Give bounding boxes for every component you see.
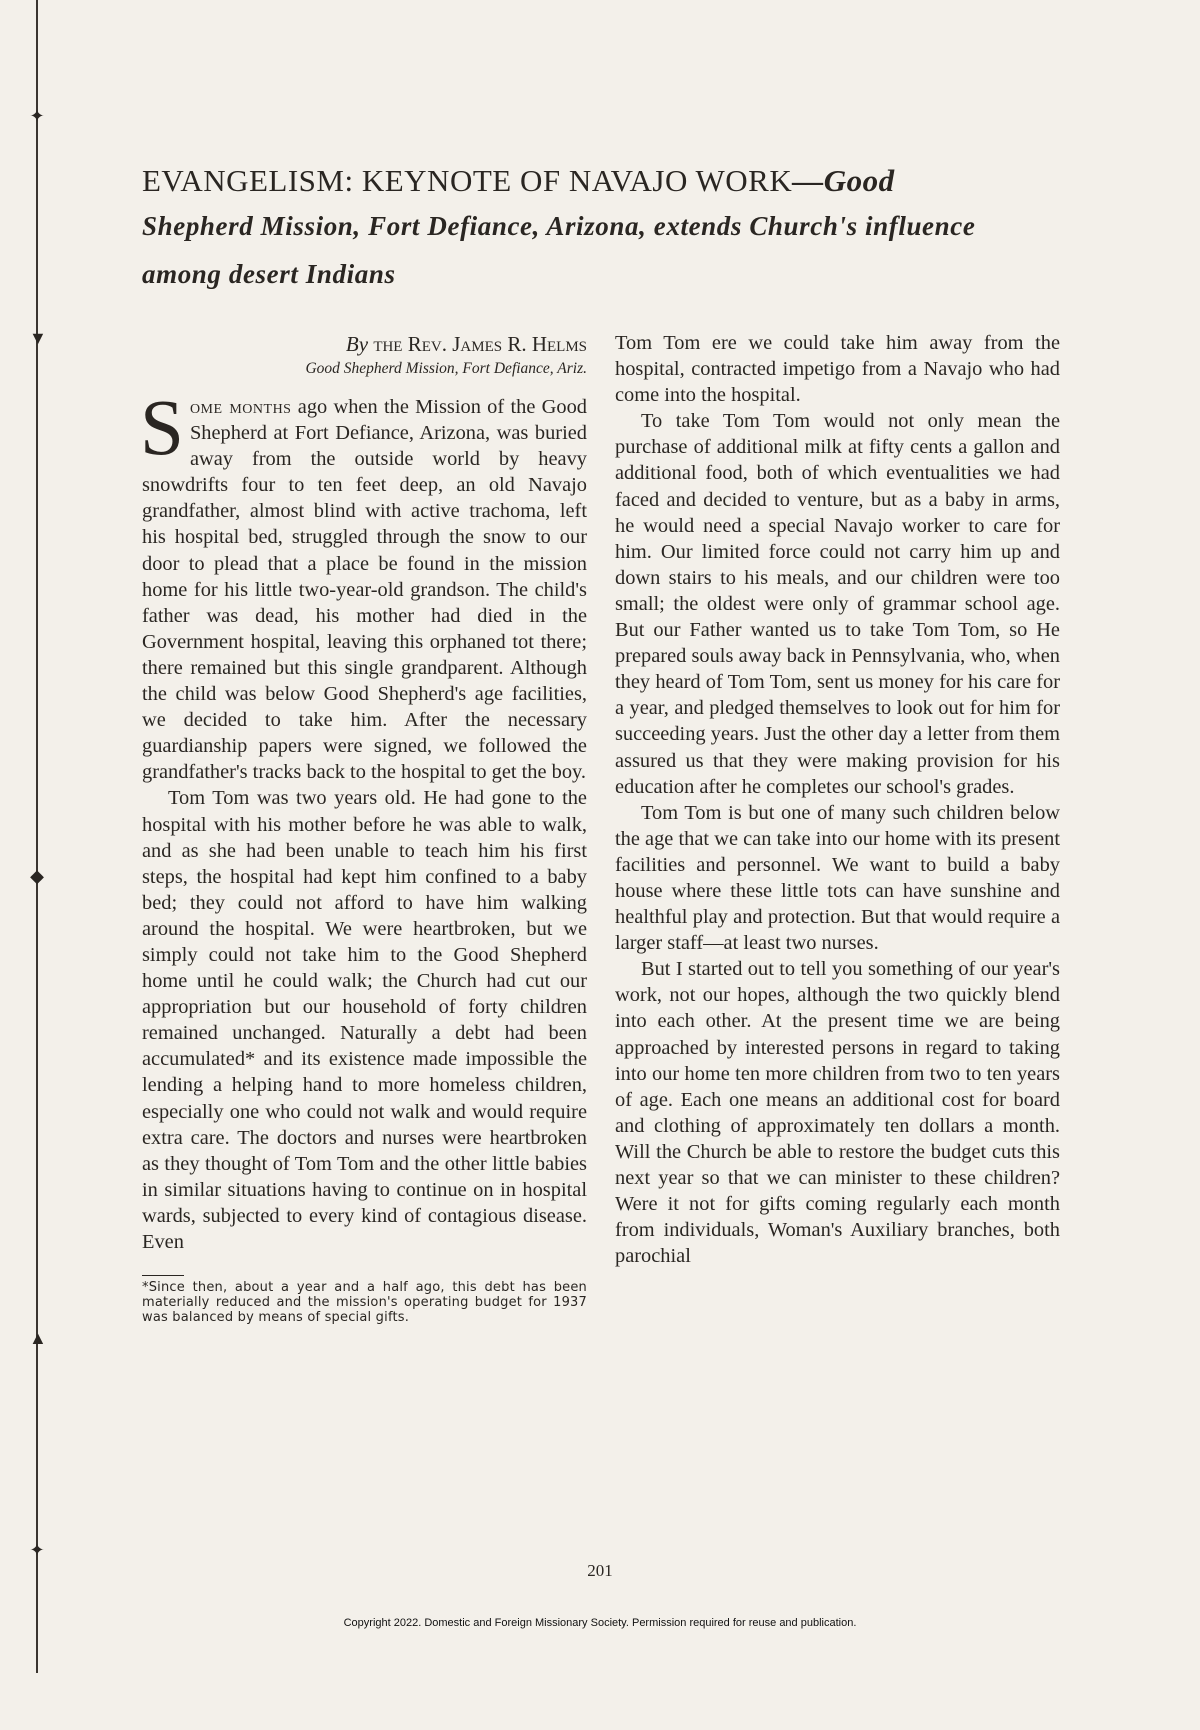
- page-number: 201: [587, 1561, 613, 1580]
- paragraph-3: To take Tom Tom would not only mean the purchase of additional milk at fifty cents a gallon and additional food, both of which eventualities we had faced and decided to venture, but as a baby in arms, he would need a special Navajo worker to care for him. Our limited force could not carry him up and down stairs to his meals, and our children were too small; the oldest were only of grammar school age. But our Father wanted us to take Tom Tom, so He prepared souls away back in Pennsylvania, who, when they heard of Tom Tom, sent us money for his care for a year, and pledged themselves to look out for him for succeeding years. Just the other day a letter from them assured us that they were making provision for his education after he completes our school's grades.: [615, 410, 1060, 798]
- footnote: *Since then, about a year and a half ago, this debt has been materially reduced and the mission's operating budget for 1937 was balanced by means of special gifts.: [142, 1280, 587, 1326]
- footnote-rule: [142, 1275, 184, 1276]
- paragraph-1: Some months ago when the Mission of the Good Shepherd at Fort Defiance, Arizona, was buried away from the outside world by heavy snowdrifts four to ten feet deep, an old Navajo grandfather, almost blind with active trachoma, left his hospital bed, struggled through the snow to our door to plead that a place be found in the mission home for his little two-year-old grandson. The child's father was dead, his mother had died in the Government hospital, leaving this orphaned tot there; there remained but this single grandparent. Although the child was below Good Shepherd's age facilities, we decided to take him. After the necessary guardianship papers were signed, we followed the grandfather's tracks back to the hospital to get the boy.: [140, 385, 587, 784]
- paragraph-5: But I started out to tell you something of our year's work, not our hopes, although the two quickly blend into each other. At the present time we are being approached by interested persons in regard to taking into our home ten more children from two to ten years of age. Each one means an additional cost for board and clothing of approximately ten dollars a month. Will the Church be able to restore the budget cuts this next year so that we can minister to these children? Were it not for gifts coming regularly each month from individuals, Woman's Auxiliary branches, both parochial: [615, 958, 1060, 1268]
- right-column: [615, 330, 1060, 1269]
- paragraph-4: Tom Tom is but one of many such children below the age that we can take into our home with its present facilities and personnel. We want to build a baby house where these little tots can have sunshine and healthful play and protection. But that would require a larger staff—at least two nurses.: [615, 801, 1060, 955]
- article-subtitle: Shepherd Mission, Fort Defiance, Arizona, extends Church's influence among desert Indians: [142, 211, 976, 289]
- drop-cap: S: [140, 385, 184, 472]
- author-affiliation: Good Shepherd Mission, Fort Defiance, Ariz.: [305, 360, 587, 377]
- binding-mark: ▼: [29, 328, 47, 348]
- binding-mark: ✦: [29, 106, 45, 126]
- binding-mark: ▲: [29, 1328, 47, 1348]
- binding-mark: ✦: [29, 1540, 45, 1560]
- left-column: [142, 330, 587, 1325]
- article-columns: [142, 330, 1062, 1730]
- binding-edge: [36, 0, 38, 1673]
- binding-mark: ◆: [30, 866, 44, 886]
- copyright-notice: Copyright 2022. Domestic and Foreign Missionary Society. Permission required for reuse and publication.: [343, 1617, 857, 1629]
- paragraph-2: Tom Tom was two years old. He had gone to the hospital with his mother before he was able to walk, and as she had been unable to teach him his first steps, the hospital had kept him confined to a baby bed; they could not afford to have him walking around the hospital. We were heartbroken, but we simply could not take him to the Good Shepherd home until he could walk; the Church had cut our appropriation but our household of forty children remained unchanged. Naturally a debt had been accumulated* and its existence made impossible the lending a helping hand to more homeless children, especially one who could not walk and would require extra care. The doctors and nurses were heartbroken as they thought of Tom Tom and the other little babies in similar situations having to continue on in hospital wards, subjected to every kind of contagious disease. Even: [142, 787, 587, 1253]
- article-page: [140, 160, 1062, 1326]
- lead-in: ome months: [189, 396, 292, 418]
- paragraph-2-continued: Tom Tom ere we could take him away from the hospital, contracted impetigo from a Navajo who had come into the hospital.: [615, 332, 1060, 407]
- article-title: EVANGELISM: KEYNOTE OF NAVAJO WORK—Good: [142, 163, 895, 198]
- byline: By the Rev. James R. Helms: [345, 332, 587, 356]
